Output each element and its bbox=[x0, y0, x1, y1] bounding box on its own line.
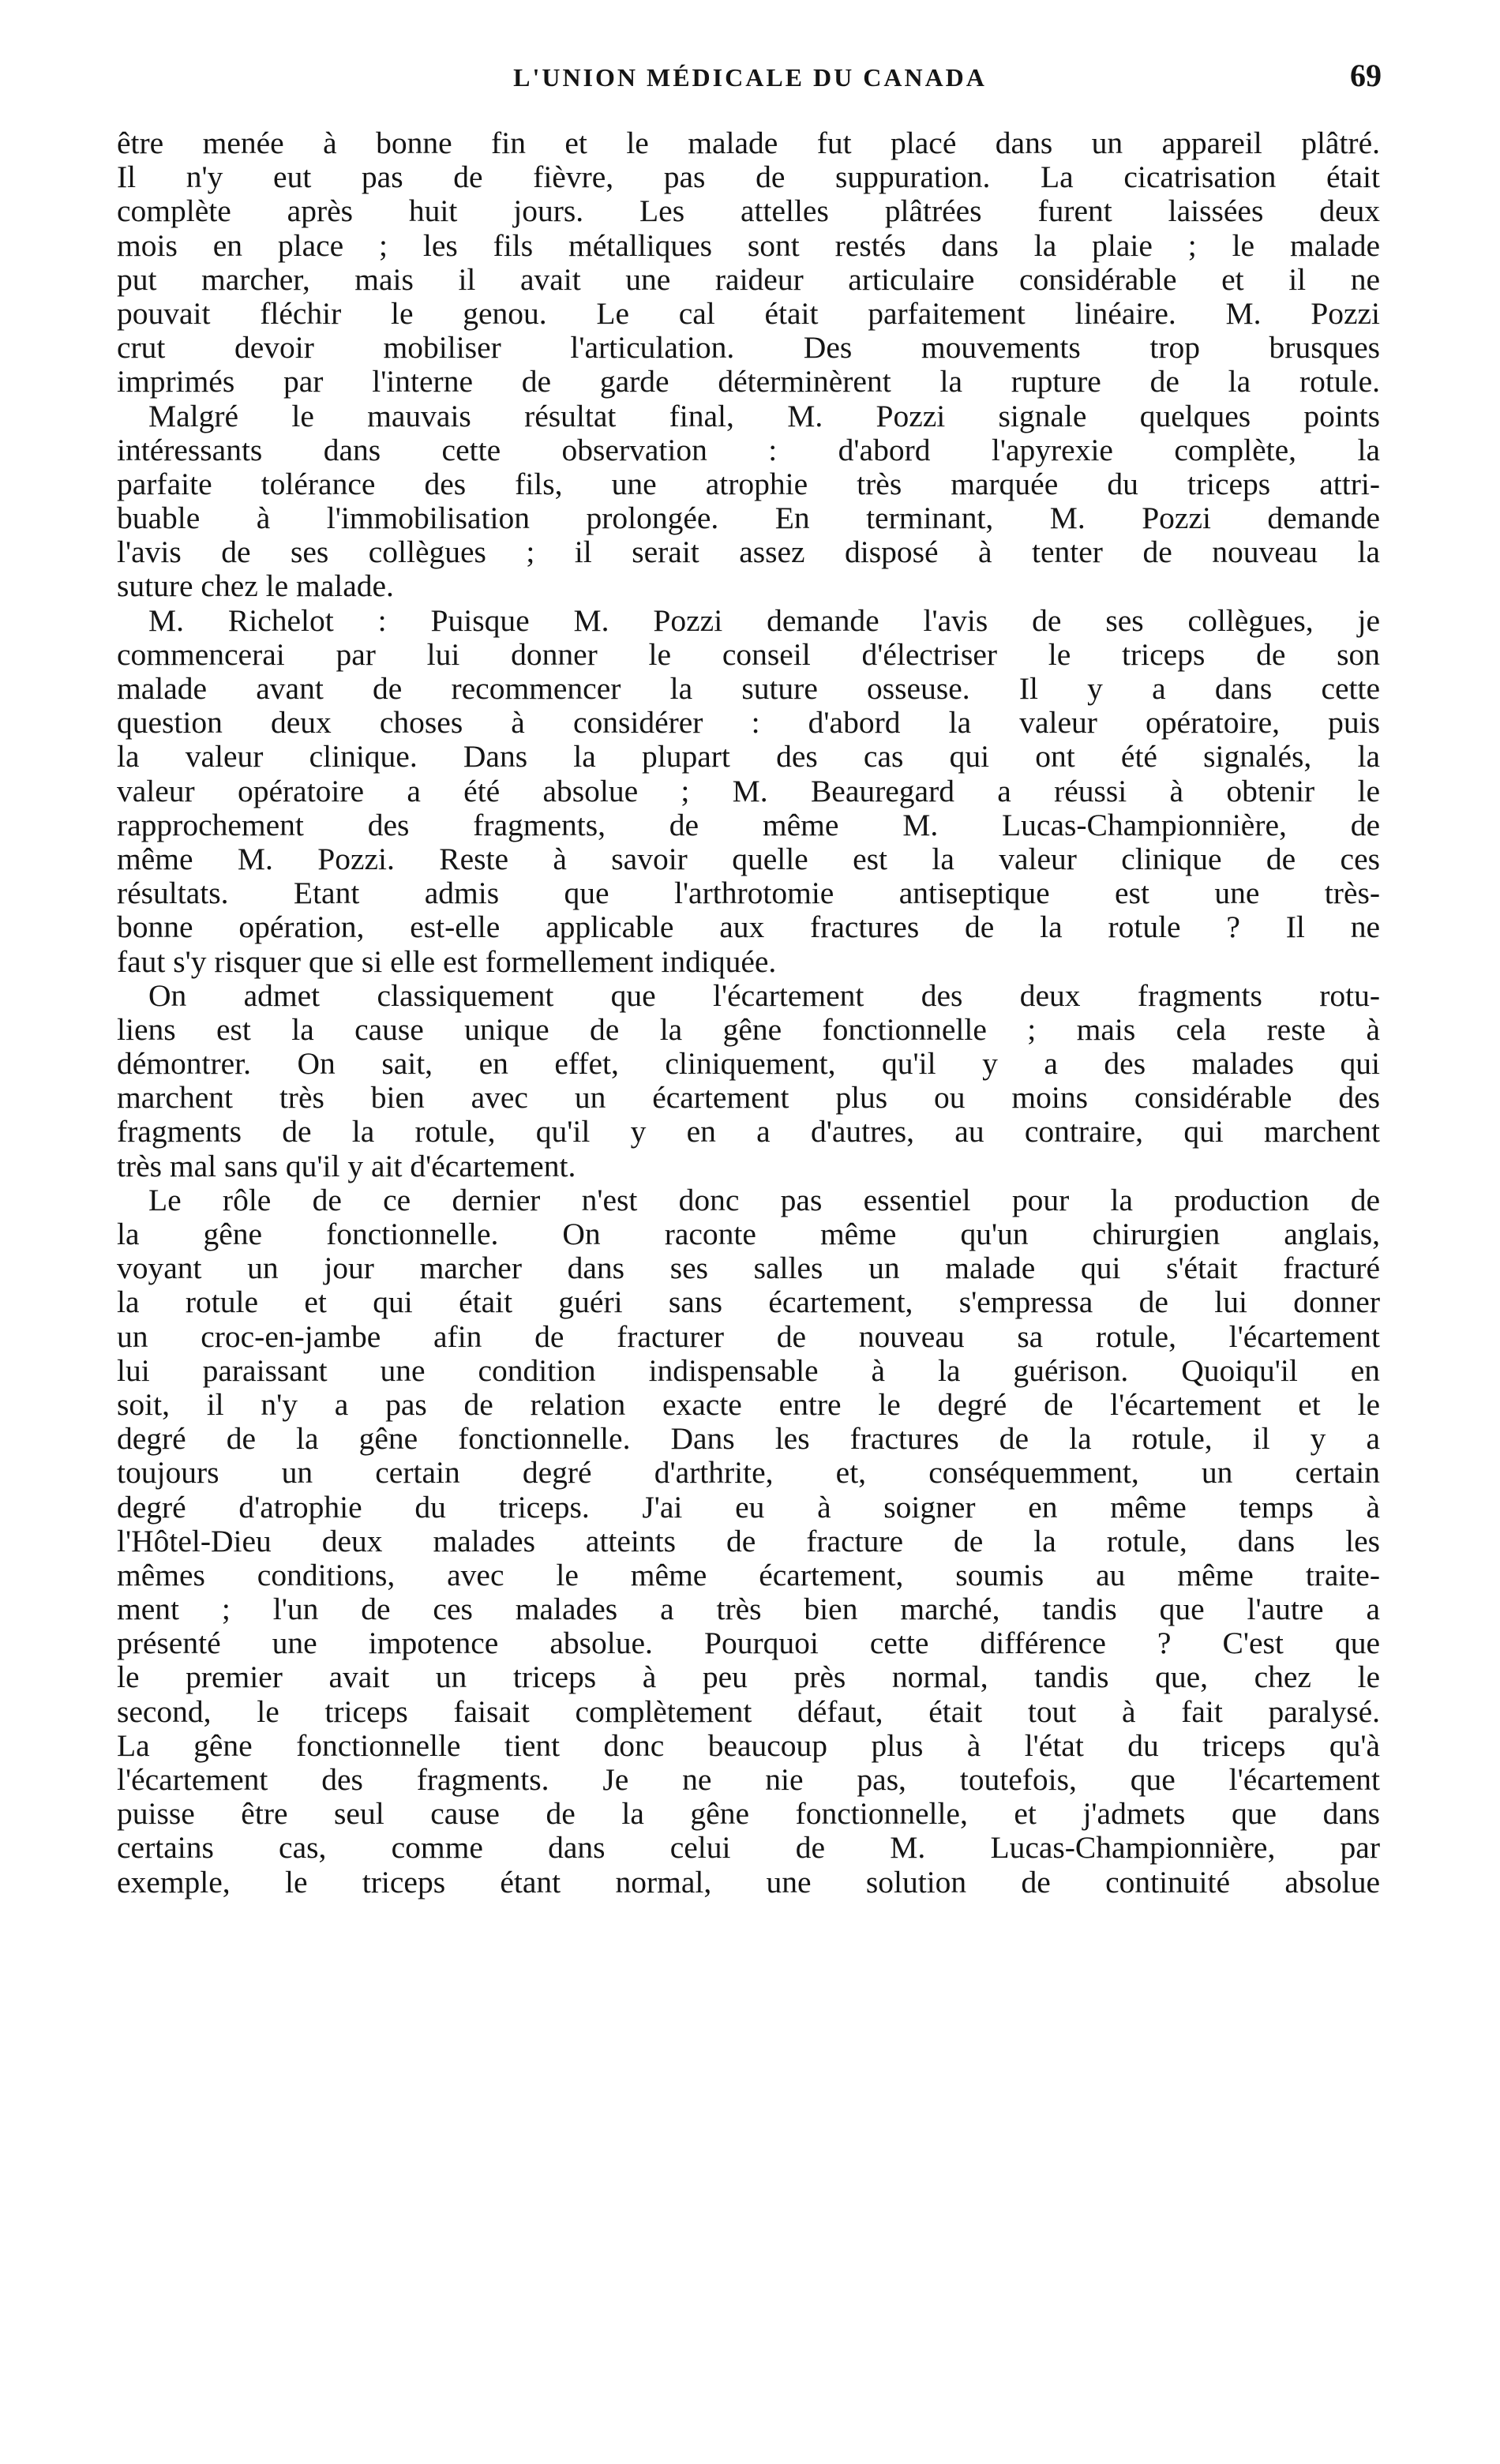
text-line: degré de la gêne fonctionnelle. Dans les fractures de la rotule, il y a bbox=[117, 1422, 1380, 1457]
page-header bbox=[118, 49, 1382, 104]
text-line: imprimés par l'interne de garde déterminèrent la rupture de la rotule. bbox=[117, 365, 1380, 399]
text-line: même M. Pozzi. Reste à savoir quelle est la valeur clinique de ces bbox=[117, 842, 1380, 876]
text-line: très mal sans qu'il y ait d'écartement. bbox=[117, 1149, 576, 1183]
text-line: la valeur clinique. Dans la plupart des cas qui ont été signalés, la bbox=[117, 740, 1380, 774]
text-line: second, le triceps faisait complètement défaut, était tout à fait paralysé. bbox=[117, 1694, 1380, 1729]
text-line: On admet classiquement que l'écartement des deux fragments rotu- bbox=[148, 978, 1380, 1013]
text-line: Le rôle de ce dernier n'est donc pas essentiel pour la production de bbox=[148, 1183, 1380, 1217]
text-line: lui paraissant une condition indispensable à la guérison. Quoiqu'il en bbox=[117, 1353, 1380, 1388]
text-line: bonne opération, est-elle applicable aux fractures de la rotule ? Il ne bbox=[117, 910, 1380, 945]
text-line: intéressants dans cette observation : d'abord l'apyrexie complète, la bbox=[117, 433, 1380, 467]
text-line: put marcher, mais il avait une raideur articulaire considérable et il ne bbox=[117, 262, 1380, 297]
text-line: question deux choses à considérer : d'abord la valeur opératoire, puis bbox=[117, 706, 1380, 741]
text-line: démontrer. On sait, en effet, cliniquement, qu'il y a des malades qui bbox=[117, 1047, 1380, 1082]
text-line: résultats. Etant admis que l'arthrotomie antiseptique est une très- bbox=[117, 876, 1380, 911]
text-line: soit, il n'y a pas de relation exacte entre le degré de l'écartement et le bbox=[117, 1387, 1380, 1422]
text-line: l'écartement des fragments. Je ne nie pas, toutefois, que l'écartement bbox=[117, 1763, 1380, 1797]
text-line: la gêne fonctionnelle. On raconte même qu'un chirurgien anglais, bbox=[117, 1217, 1380, 1251]
text-line: présenté une impotence absolue. Pourquoi cette différence ? C'est que bbox=[117, 1626, 1380, 1661]
text-line: pouvait fléchir le genou. Le cal était parfaitement linéaire. M. Pozzi bbox=[117, 296, 1380, 331]
text-line: valeur opératoire a été absolue ; M. Beauregard a réussi à obtenir le bbox=[117, 774, 1380, 808]
text-line: fragments de la rotule, qu'il y en a d'autres, au contraire, qui marchent bbox=[117, 1115, 1380, 1149]
text-line: M. Richelot : Puisque M. Pozzi demande l'avis de ses collègues, je bbox=[148, 603, 1380, 638]
text-line: puisse être seul cause de la gêne fonctionnelle, et j'admets que dans bbox=[117, 1797, 1380, 1832]
text-line: marchent très bien avec un écartement plus ou moins considérable des bbox=[117, 1081, 1380, 1116]
text-line: buable à l'immobilisation prolongée. En terminant, M. Pozzi demande bbox=[117, 501, 1380, 536]
text-line: La gêne fonctionnelle tient donc beaucoup plus à l'état du triceps qu'à bbox=[117, 1728, 1380, 1763]
body-text bbox=[117, 126, 1380, 1900]
text-line: la rotule et qui était guéri sans écartement, s'empressa de lui donner bbox=[117, 1285, 1380, 1320]
text-line: voyant un jour marcher dans ses salles un malade qui s'était fracturé bbox=[117, 1251, 1380, 1286]
text-line: liens est la cause unique de la gêne fonctionnelle ; mais cela reste à bbox=[117, 1012, 1380, 1047]
text-line: suture chez le malade. bbox=[117, 569, 394, 604]
text-line: un croc-en-jambe afin de fracturer de nouveau sa rotule, l'écartement bbox=[117, 1319, 1380, 1354]
running-title: L'UNION MÉDICALE DU CANADA bbox=[513, 63, 987, 92]
text-line: l'Hôtel-Dieu deux malades atteints de fracture de la rotule, dans les bbox=[117, 1524, 1380, 1558]
text-line: degré d'atrophie du triceps. J'ai eu à soigner en même temps à bbox=[117, 1490, 1380, 1525]
text-line: parfaite tolérance des fils, une atrophie très marquée du triceps attri- bbox=[117, 467, 1380, 501]
text-line: toujours un certain degré d'arthrite, et, conséquemment, un certain bbox=[117, 1456, 1380, 1491]
text-line: mêmes conditions, avec le même écartement, soumis au même traite- bbox=[117, 1558, 1380, 1592]
text-line: le premier avait un triceps à peu près normal, tandis que, chez le bbox=[117, 1660, 1380, 1695]
text-line: malade avant de recommencer la suture osseuse. Il y a dans cette bbox=[117, 672, 1380, 706]
text-line: faut s'y risquer que si elle est formellement indiquée. bbox=[117, 944, 777, 979]
text-line: Malgré le mauvais résultat final, M. Pozzi signale quelques points bbox=[148, 399, 1380, 433]
text-line: mois en place ; les fils métalliques sont restés dans la plaie ; le malade bbox=[117, 228, 1380, 263]
text-line: crut devoir mobiliser l'articulation. Des mouvements trop brusques bbox=[117, 331, 1380, 366]
text-line: rapprochement des fragments, de même M. Lucas-Championnière, de bbox=[117, 808, 1380, 842]
text-line: Il n'y eut pas de fièvre, pas de suppuration. La cicatrisation était bbox=[117, 160, 1380, 195]
text-line: commencerai par lui donner le conseil d'électriser le triceps de son bbox=[117, 637, 1380, 672]
text-line: complète après huit jours. Les attelles plâtrées furent laissées deux bbox=[117, 194, 1380, 229]
text-line: être menée à bonne fin et le malade fut placé dans un appareil plâtré. bbox=[117, 126, 1380, 160]
text-line: l'avis de ses collègues ; il serait assez disposé à tenter de nouveau la bbox=[117, 535, 1380, 570]
text-line: certains cas, comme dans celui de M. Lucas-Championnière, par bbox=[117, 1831, 1380, 1866]
page-number: 69 bbox=[1350, 58, 1382, 93]
text-line: exemple, le triceps étant normal, une solution de continuité absolue bbox=[117, 1865, 1380, 1900]
text-line: ment ; l'un de ces malades a très bien marché, tandis que l'autre a bbox=[117, 1592, 1380, 1627]
